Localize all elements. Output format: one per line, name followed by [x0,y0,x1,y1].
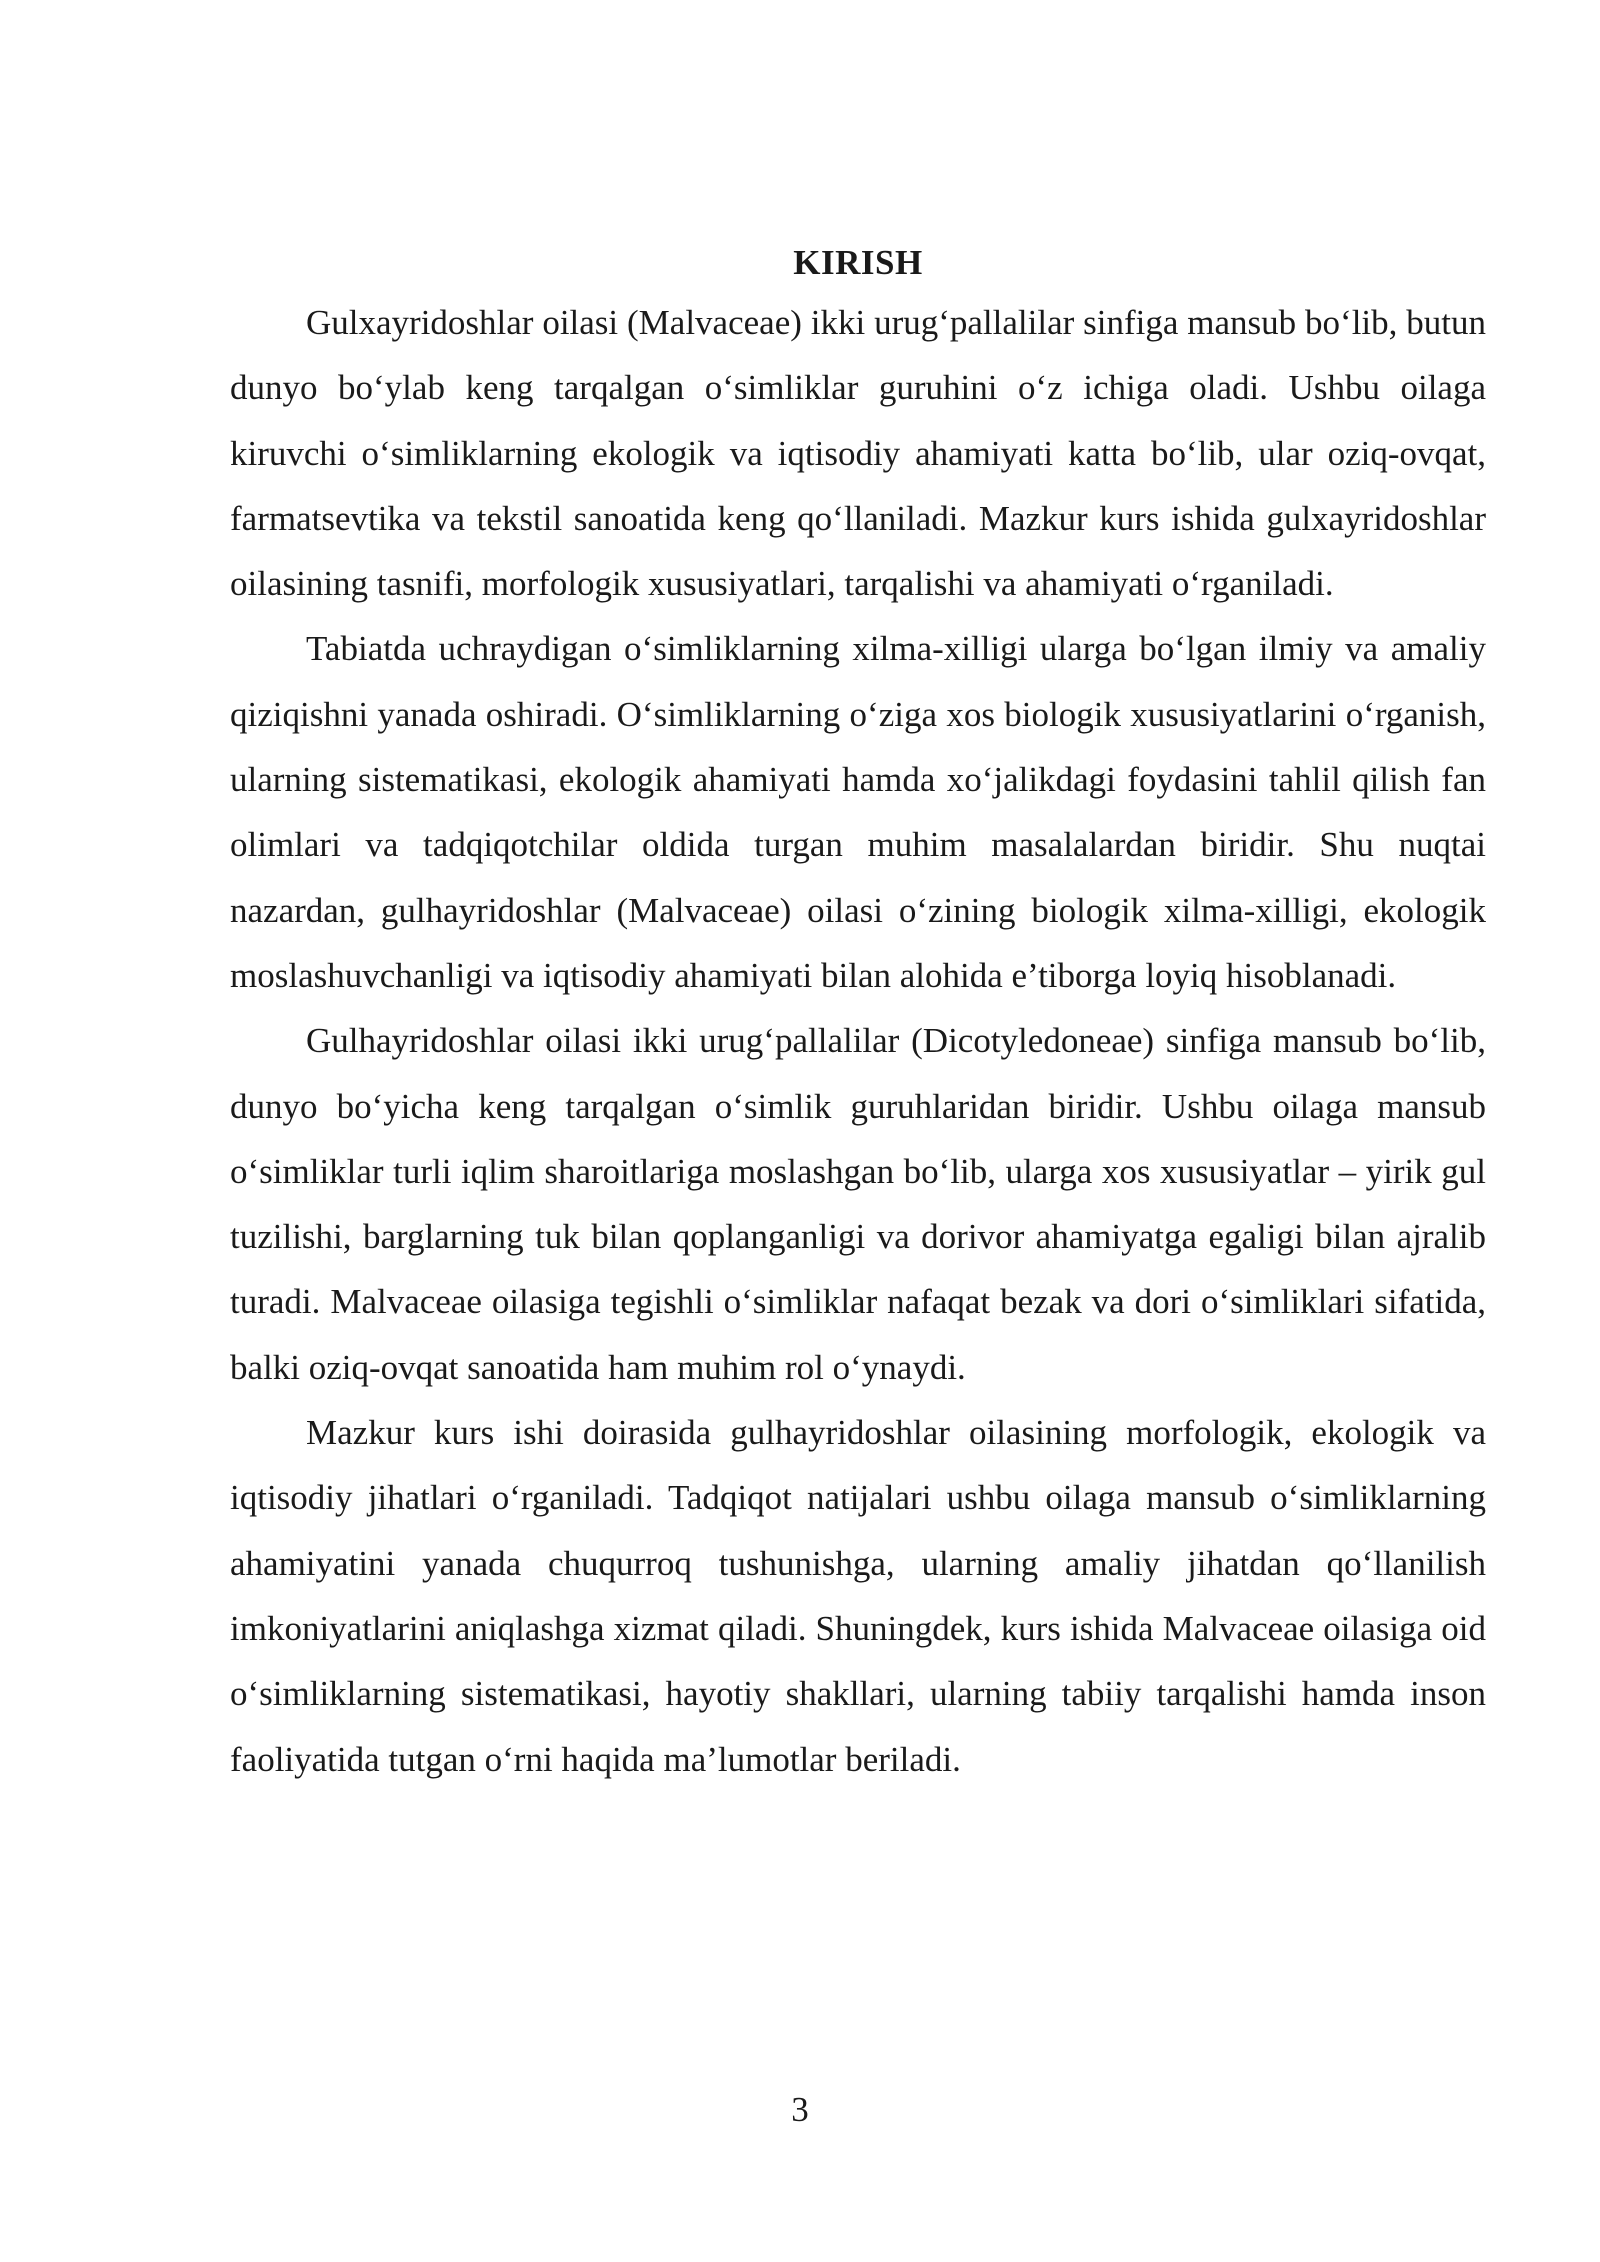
paragraph-2: Tabiatda uchraydigan o‘simliklarning xilma-xilligi ularga bo‘lgan ilmiy va amaliy qiziqishni yanada oshiradi. O‘simliklarning o‘ziga xos biologik xususiyatlarini o‘rganish, ularning sistematikasi, ekologik ahamiyati hamda xo‘jalikdagi foydasini tahlil qilish fan olimlari va tadqiqotchilar oldida turgan muhim masalalardan biridir. Shu nuqtai nazardan, gulhayridoshlar (Malvaceae) oilasi o‘zining biologik xilma-xilligi, ekologik moslashuvchanligi va iqtisodiy ahamiyati bilan alohida e’tiborga loyiq hisoblanadi. [230,629,1486,995]
paragraph-3: Gulhayridoshlar oilasi ikki urug‘pallalilar (Dicotyledoneae) sinfiga mansub bo‘lib, dunyo bo‘yicha keng tarqalgan o‘simlik guruhlaridan biridir. Ushbu oilaga mansub o‘simliklar turli iqlim sharoitlariga moslashgan bo‘lib, ularga xos xususiyatlar – yirik gul tuzilishi, barglarning tuk bilan qoplanganligi va dorivor ahamiyatga egaligi bilan ajralib turadi. Malvaceae oilasiga tegishli o‘simliklar nafaqat bezak va dori o‘simliklari sifatida, balki oziq-ovqat sanoatida ham muhim rol o‘ynaydi. [230,1021,1486,1387]
page-number: 3 [791,2090,809,2129]
paragraph-1: Gulxayridoshlar oilasi (Malvaceae) ikki urug‘pallalilar sinfiga mansub bo‘lib, butun dunyo bo‘ylab keng tarqalgan o‘simliklar guruhini o‘z ichiga oladi. Ushbu oilaga kiruvchi o‘simliklarning ekologik va iqtisodiy ahamiyati katta bo‘lib, ular oziq-ovqat, farmatsevtika va tekstil sanoatida keng qo‘llaniladi. Mazkur kurs ishida gulxayridoshlar oilasining tasnifi, morfologik xususiyatlari, tarqalishi va ahamiyati o‘rganiladi. [230,303,1486,604]
section-heading: KIRISH [793,243,923,282]
document-page [230,232,1486,1792]
paragraph-4: Mazkur kurs ishi doirasida gulhayridoshlar oilasining morfologik, ekologik va iqtisodiy jihatlari o‘rganiladi. Tadqiqot natijalari ushbu oilaga mansub o‘simliklarning ahamiyatini yanada chuqurroq tushunishga, ularning amaliy jihatdan qo‘llanilish imkoniyatlarini aniqlashga xizmat qiladi. Shuningdek, kurs ishida Malvaceae oilasiga oid o‘simliklarning sistematikasi, hayotiy shakllari, ularning tabiiy tarqalishi hamda inson faoliyatida tutgan o‘rni haqida ma’lumotlar beriladi. [230,1413,1486,1779]
